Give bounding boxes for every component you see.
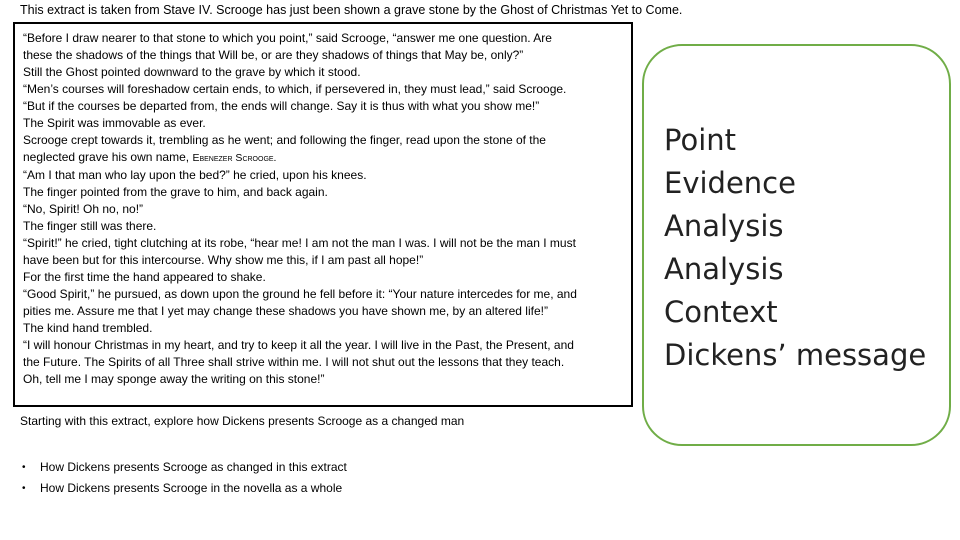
pee-item-point: Point — [664, 123, 737, 157]
bullet-text: How Dickens presents Scrooge in the novella as a whole — [40, 481, 343, 495]
pee-item-message: Dickens’ message — [664, 338, 927, 372]
bullet-icon: • — [22, 462, 26, 473]
extract-line: have been but for this intercourse. Why show me this, if I am past all hope!” — [23, 253, 424, 267]
extract-line: pities me. Assure me that I yet may change these shadows you have shown me, by an altered life!” — [23, 304, 548, 318]
extract-line: “I will honour Christmas in my heart, and try to keep it all the year. I will live in the Past, the Present, and — [23, 338, 574, 352]
extract-line: The kind hand trembled. — [23, 321, 153, 335]
extract-line: Scrooge crept towards it, trembling as he went; and following the finger, read upon the stone of the — [23, 133, 546, 147]
bullet-icon: • — [22, 483, 26, 494]
bullet-text: How Dickens presents Scrooge as changed in this extract — [40, 460, 347, 474]
extract-line-with-name — [23, 149, 631, 167]
intro-text: This extract is taken from Stave IV. Scrooge has just been shown a grave stone by the Ghost of Christmas Yet to Come. — [20, 3, 683, 17]
extract-line: The finger pointed from the grave to him, and back again. — [23, 185, 328, 199]
extract-line: “Am I that man who lay upon the bed?” he cried, upon his knees. — [23, 168, 367, 182]
extract-line: “Good Spirit,” he pursued, as down upon the ground he fell before it: “Your nature intercedes for me, and — [23, 287, 577, 301]
bullet-item — [22, 457, 347, 478]
extract-line: Oh, tell me I may sponge away the writing on this stone!” — [23, 372, 325, 386]
extract-line: The Spirit was immovable as ever. — [23, 116, 206, 130]
pee-item-analysis: Analysis — [664, 252, 784, 286]
pee-item-analysis: Analysis — [664, 209, 784, 243]
extract-line-text: neglected grave his own name, — [23, 150, 190, 164]
pee-item-context: Context — [664, 295, 778, 329]
pee-item-evidence: Evidence — [664, 166, 796, 200]
essay-question: Starting with this extract, explore how Dickens presents Scrooge as a changed man — [20, 414, 465, 428]
extract-line: these the shadows of the things that Will be, or are they shadows of things that May be, only?” — [23, 48, 524, 62]
extract-line: the Future. The Spirits of all Three shall strive within me. I will not shut out the lessons that they teach. — [23, 355, 565, 369]
bullet-list — [22, 457, 347, 499]
extract-line: “But if the courses be departed from, the ends will change. Say it is thus with what you show me!” — [23, 99, 540, 113]
extract-line: “Men’s courses will foreshadow certain ends, to which, if persevered in, they must lead,” said Scrooge. — [23, 82, 567, 96]
extract-line: “Before I draw nearer to that stone to which you point,” said Scrooge, “answer me one question. Are — [23, 31, 552, 45]
extract-line: The finger still was there. — [23, 219, 157, 233]
extract-text — [23, 30, 631, 388]
pee-list — [664, 119, 926, 377]
extract-line: For the first time the hand appeared to shake. — [23, 270, 266, 284]
extract-line: “Spirit!” he cried, tight clutching at its robe, “hear me! I am not the man I was. I will not be the man I must — [23, 236, 576, 250]
bullet-item — [22, 478, 347, 499]
name-on-stone: Ebenezer Scrooge. — [192, 152, 277, 164]
extract-line: “No, Spirit! Oh no, no!” — [23, 202, 144, 216]
extract-line: Still the Ghost pointed downward to the grave by which it stood. — [23, 65, 361, 79]
extract-box — [13, 22, 633, 407]
